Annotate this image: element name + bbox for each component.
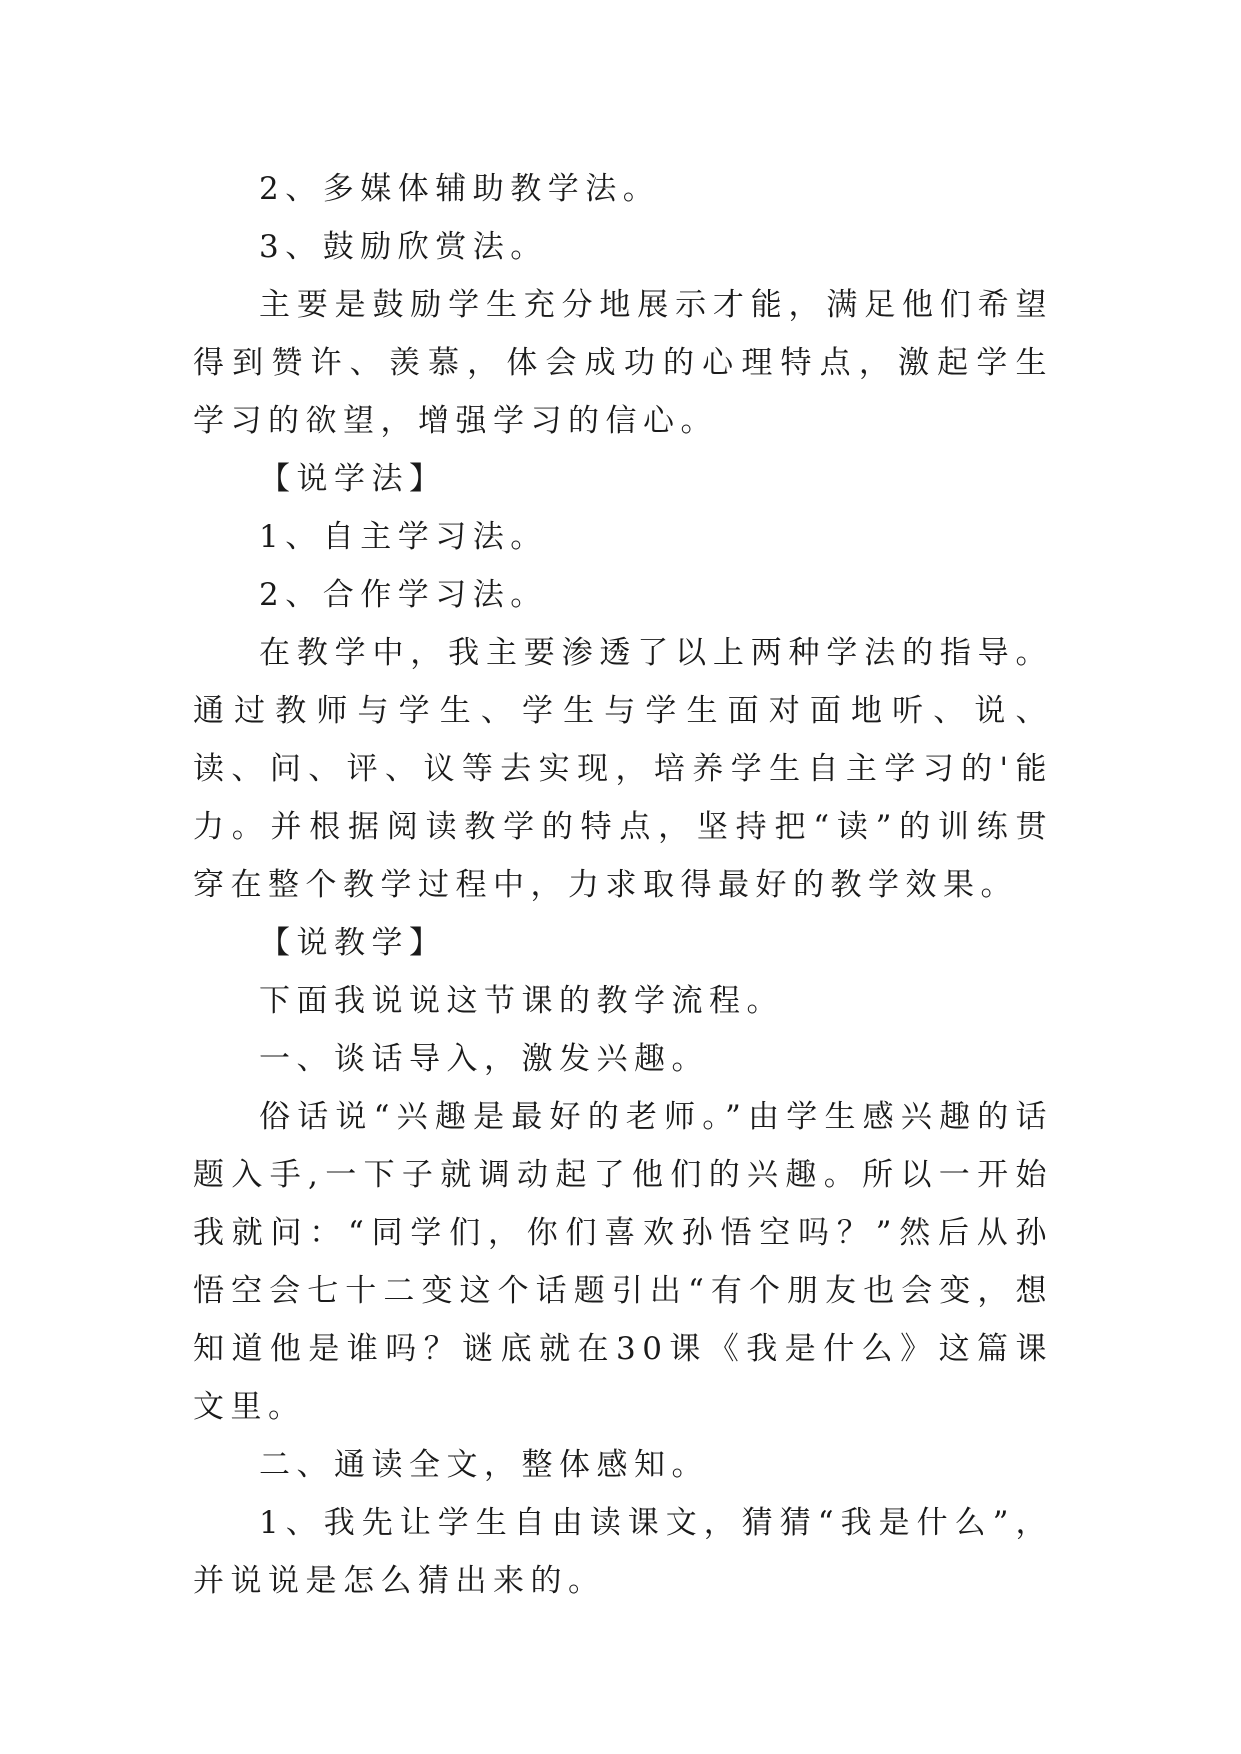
- paragraph-step-two: 二、通读全文，整体感知。: [259, 1447, 709, 1483]
- paragraph-teaching-intro: 下面我说说这节课的教学流程。: [259, 983, 784, 1019]
- paragraph-encourage-detail: 主要是鼓励学生充分地展示才能，满足他们希望得到赞许、羡慕，体会成功的心理特点，激起学生学习的欲望，增强学习的信心。: [193, 287, 1053, 439]
- paragraph-learning-detail: 在教学中，我主要渗透了以上两种学法的指导。通过教师与学生、学生与学生面对面地听、说、读、问、评、议等去实现，培养学生自主学习的'能力。并根据阅读教学的特点，坚持把“读”的训练贯穿在整个教学过程中，力求取得最好的教学效果。: [193, 635, 1053, 903]
- paragraph-step-two-detail: 1、我先让学生自由读课文，猜猜“我是什么”，并说说是怎么猜出来的。: [193, 1505, 1053, 1599]
- heading-learning-method: 【说学法】: [259, 461, 447, 497]
- paragraph-method-multimedia: 2、多媒体辅助教学法。: [259, 171, 661, 207]
- paragraph-step-one: 一、谈话导入，激发兴趣。: [259, 1041, 709, 1077]
- paragraph-method-encourage: 3、鼓励欣赏法。: [259, 229, 548, 265]
- paragraph-self-study: 1、自主学习法。: [259, 519, 548, 555]
- document-body: [193, 160, 1053, 1610]
- heading-teaching: 【说教学】: [259, 925, 447, 961]
- paragraph-step-one-detail: 俗话说“兴趣是最好的老师。”由学生感兴趣的话题入手,一下子就调动起了他们的兴趣。所以一开始我就问：“同学们，你们喜欢孙悟空吗？”然后从孙悟空会七十二变这个话题引出“有个朋友也会变，想知道他是谁吗？谜底就在30课《我是什么》这篇课文里。: [193, 1099, 1053, 1425]
- paragraph-cooperative-study: 2、合作学习法。: [259, 577, 548, 613]
